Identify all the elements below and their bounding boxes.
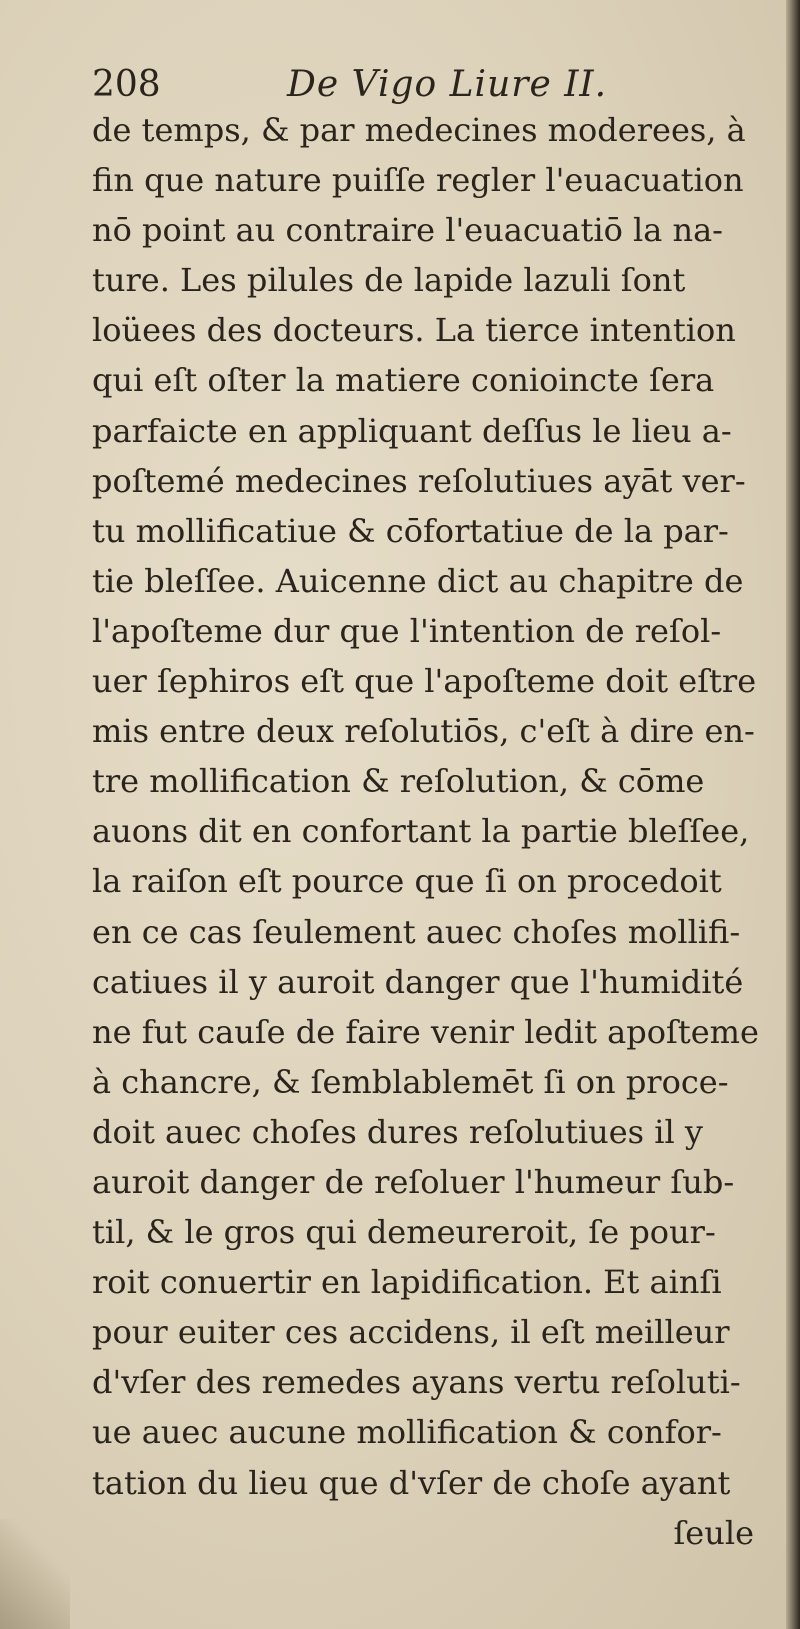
page-number: 208 [92, 64, 161, 105]
text-line: loüees des docteurs. La tierce intention [92, 311, 736, 350]
text-line: tie bleſſee. Auicenne dict au chapitre de [92, 561, 744, 600]
text-line: tu mollificatiue & cōfortatiue de la par- [92, 511, 729, 550]
text-line: doit auec choſes dures reſolutiues il y [92, 1112, 703, 1151]
text-block [92, 105, 772, 1558]
running-head: De Vigo Liure II. [287, 64, 608, 105]
text-line: d'vſer des remedes ayans vertu reſoluti- [92, 1363, 741, 1402]
catchword: ſeule [673, 1513, 754, 1552]
text-line: catiues il y auroit danger que l'humidité [92, 962, 744, 1001]
page-header [92, 60, 692, 110]
text-line: mis entre deux reſolutiōs, c'eſt à dire en- [92, 712, 755, 751]
page-gutter-shadow [786, 0, 800, 1629]
text-line: til, & le gros qui demeureroit, ſe pour- [92, 1213, 716, 1252]
text-line: auroit danger de reſoluer l'humeur ſub- [92, 1162, 735, 1201]
text-line: ue auec aucune mollification & confor- [92, 1413, 722, 1452]
text-line: de temps, & par medecines moderees, à [92, 111, 746, 149]
text-line: tre mollification & reſolution, & cōme [92, 762, 705, 801]
text-line: ne fut cauſe de faire venir ledit apoſteme [92, 1012, 759, 1051]
text-line: ture. Les pilules de lapide lazuli ſont [92, 261, 686, 300]
corner-stain [0, 1519, 70, 1629]
text-line: parfaicte en appliquant deſſus le lieu a- [92, 411, 732, 450]
text-line: tation du lieu que d'vſer de choſe ayant [92, 1463, 731, 1502]
text-line: pour euiter ces accidens, il eſt meilleur [92, 1313, 730, 1352]
text-line: à chancre, & ſemblablemēt ſi on proce- [92, 1062, 729, 1101]
text-line: auons dit en confortant la partie bleſſee, [92, 812, 750, 851]
text-line: qui eſt oſter la matiere conioincte ſera [92, 361, 715, 400]
text-line: l'apoſteme dur que l'intention de reſol- [92, 611, 722, 650]
text-line: uer ſephiros eſt que l'apoſteme doit eſtre [92, 662, 757, 701]
text-line: roit conuertir en lapidification. Et ainſi [92, 1263, 722, 1302]
text-line: fin que nature puiſſe regler l'euacuation [92, 161, 744, 200]
text-line: en ce cas ſeulement auec choſes mollifi- [92, 912, 741, 951]
text-line: la raiſon eſt pource que ſi on procedoit [92, 862, 722, 901]
text-line: poſtemé medecines reſolutiues ayāt ver- [92, 461, 746, 500]
text-line: nō point au contraire l'euacuatiō la na- [92, 211, 723, 250]
